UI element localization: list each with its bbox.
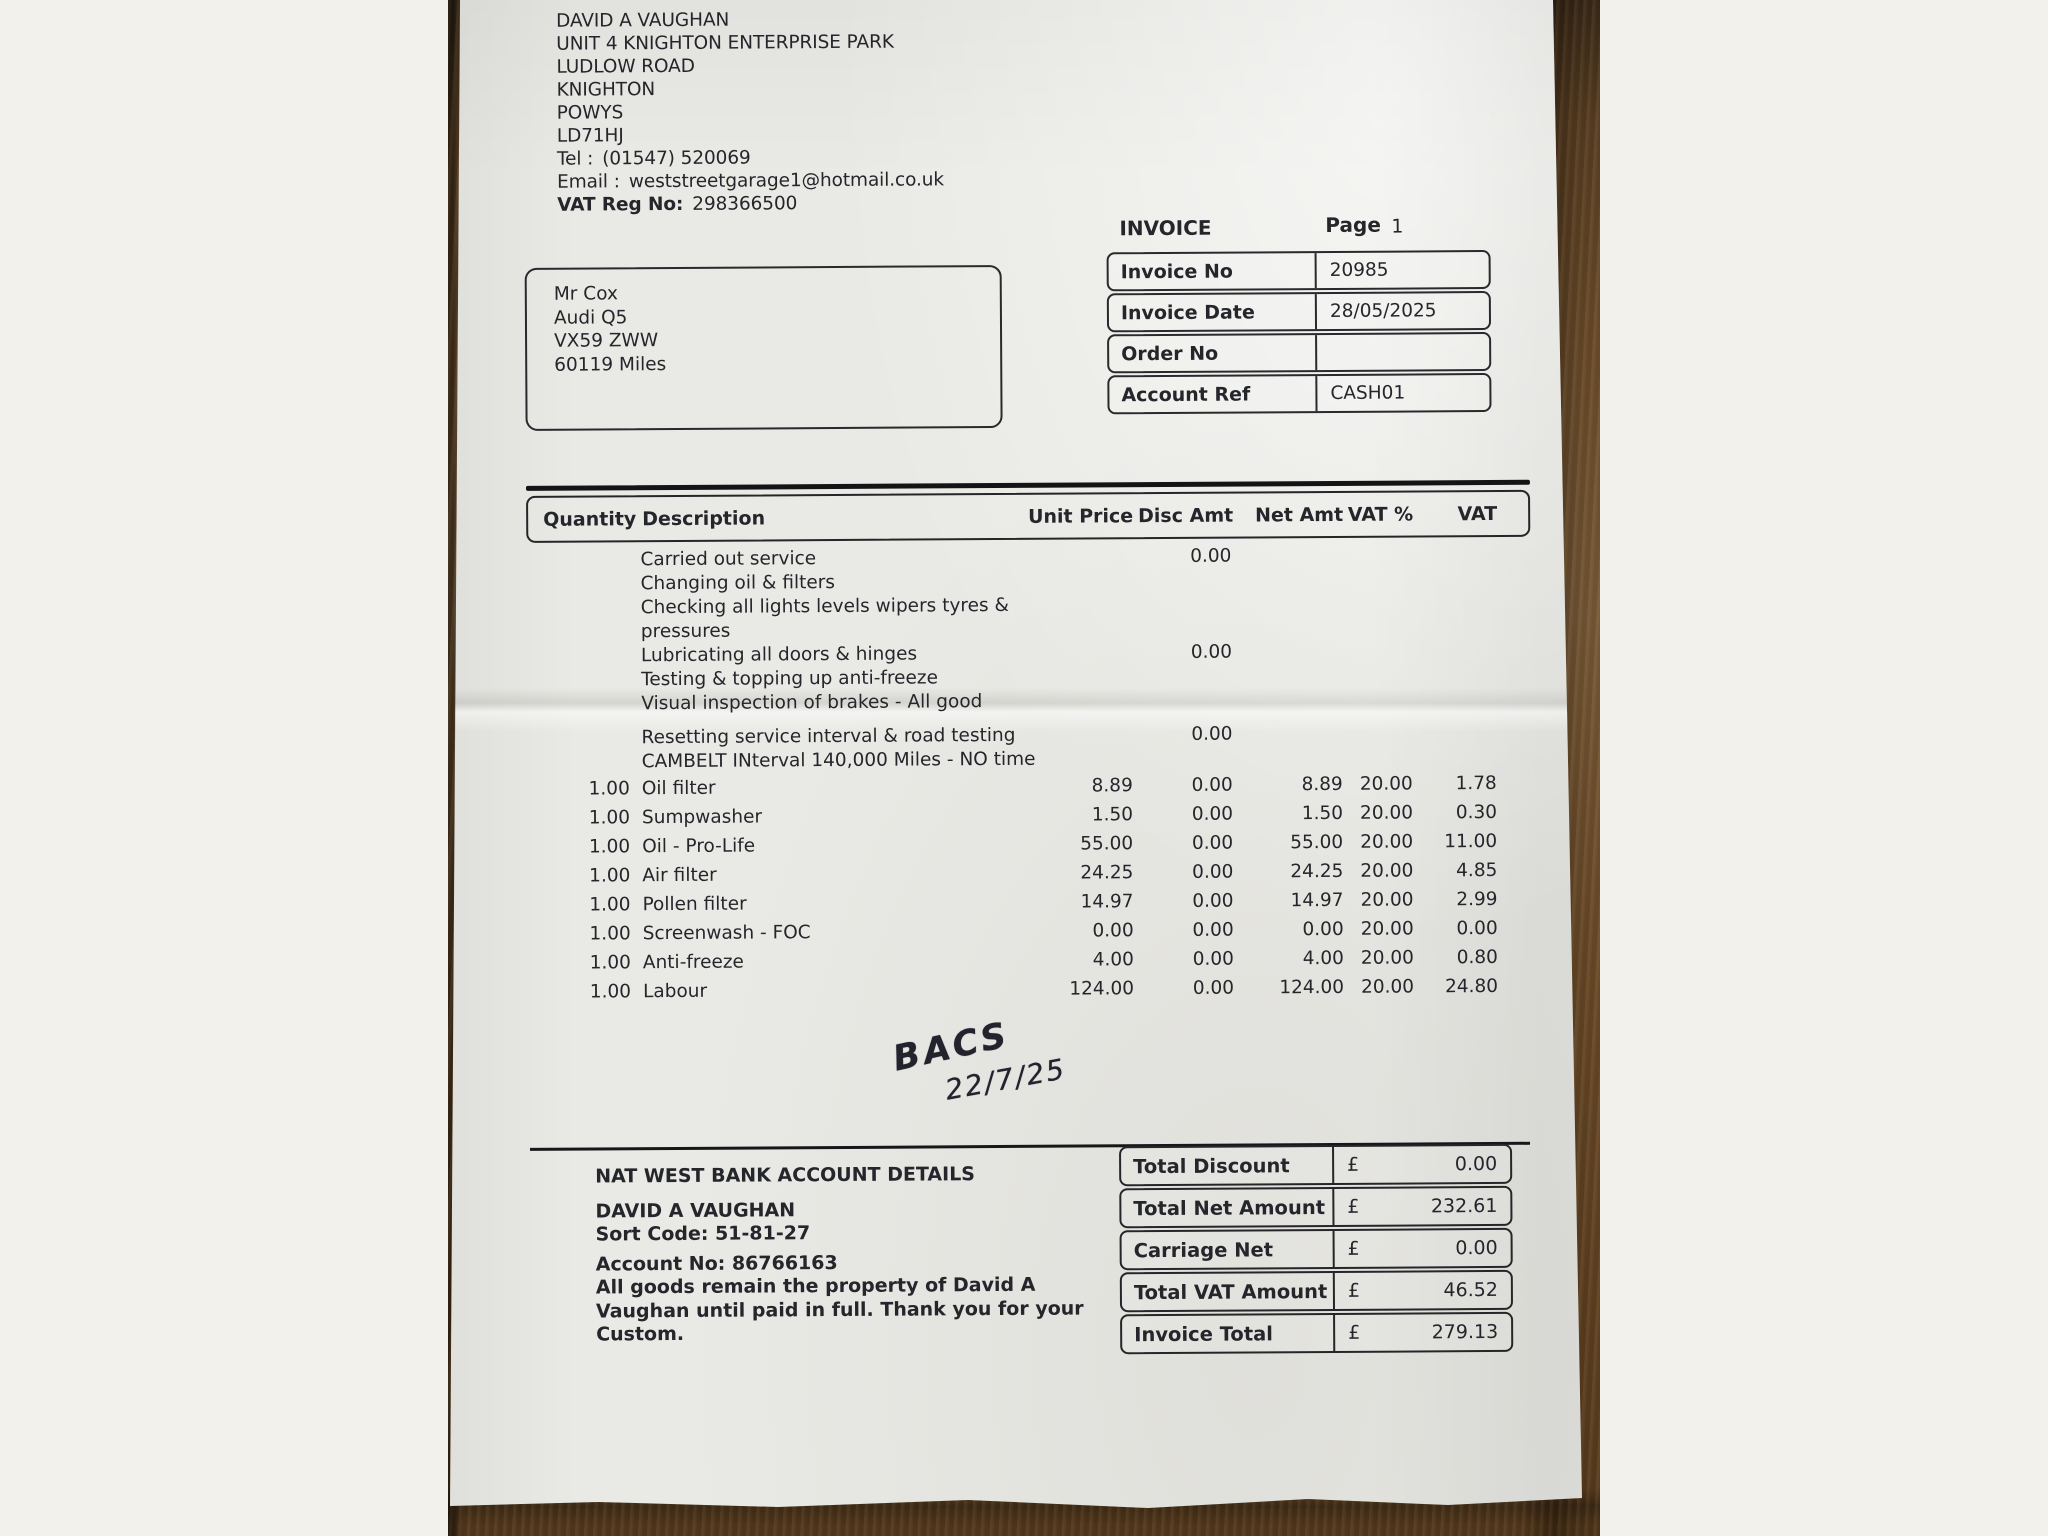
item-disc-amt: 0.00 — [1191, 803, 1234, 825]
item-unit-price — [1021, 546, 1131, 547]
address-line: KNIGHTON — [556, 79, 656, 101]
total-row — [1120, 1312, 1513, 1354]
item-disc-amt: 0.00 — [1192, 977, 1235, 999]
email-line — [557, 168, 944, 193]
bank-account-name: DAVID A VAUGHAN — [595, 1198, 796, 1222]
item-net-amt — [1232, 641, 1342, 642]
col-header-net-amt: Net Amt — [1255, 503, 1344, 526]
item-disc-amt: 0.00 — [1192, 890, 1234, 912]
item-disc-amt — [1133, 748, 1233, 749]
item-quantity: 1.00 — [589, 923, 631, 945]
item-vat-pct: 20.00 — [1360, 860, 1414, 882]
col-header-quantity: Quantity — [543, 507, 637, 531]
item-row — [529, 973, 1533, 1008]
total-value: 279.13 — [1431, 1320, 1499, 1344]
item-vat — [1412, 592, 1496, 593]
item-unit-price — [1021, 570, 1131, 571]
col-header-unit-price: Unit Price — [1027, 504, 1134, 528]
totals-table — [1119, 1144, 1513, 1356]
item-description: Visual inspection of brakes - All good — [641, 691, 983, 715]
item-vat-pct: 20.00 — [1360, 831, 1414, 853]
item-vat: 1.78 — [1455, 772, 1497, 795]
vat-reg-label: VAT Reg No: — [557, 193, 684, 216]
email-label: Email : — [557, 171, 620, 193]
item-vat-pct: 20.00 — [1360, 918, 1414, 940]
item-quantity — [527, 573, 629, 574]
meta-value: 28/05/2025 — [1315, 293, 1489, 329]
item-quantity — [527, 621, 629, 622]
meta-label: Order No — [1121, 342, 1219, 365]
item-description: Resetting service interval & road testing — [641, 724, 1016, 749]
vehicle-model: Audi Q5 — [553, 306, 628, 329]
item-disc-amt — [1132, 690, 1232, 691]
item-vat-pct: 20.00 — [1360, 889, 1414, 911]
total-value-cell — [1332, 1188, 1510, 1225]
item-description: Pollen filter — [642, 893, 747, 916]
currency-symbol: £ — [1347, 1195, 1360, 1218]
item-description: Screenwash - FOC — [642, 922, 811, 945]
item-quantity: 1.00 — [589, 981, 632, 1003]
item-unit-price: 124.00 — [1069, 978, 1135, 1000]
meta-label: Invoice No — [1120, 260, 1234, 283]
tel-label: Tel : — [556, 148, 594, 170]
item-disc-amt: 0.00 — [1192, 948, 1234, 970]
item-vat-pct: 20.00 — [1361, 976, 1415, 998]
item-disc-amt — [1132, 666, 1232, 667]
total-value: 0.00 — [1455, 1236, 1498, 1260]
item-vat — [1412, 616, 1496, 617]
item-vat — [1412, 722, 1496, 723]
item-vat-pct: 20.00 — [1360, 947, 1414, 969]
total-row — [1120, 1270, 1513, 1312]
vehicle-registration: VX59 ZWW — [554, 330, 659, 352]
item-vat-pct: 20.00 — [1359, 802, 1414, 824]
col-header-vat: VAT — [1457, 502, 1498, 525]
item-vat: 2.99 — [1456, 888, 1498, 911]
item-description: Labour — [642, 980, 708, 1003]
item-vat — [1412, 640, 1496, 641]
meta-value: CASH01 — [1315, 375, 1489, 411]
item-row — [527, 688, 1531, 718]
item-vat: 4.85 — [1456, 859, 1498, 882]
item-net-amt: 55.00 — [1290, 831, 1344, 854]
item-vat-pct: 20.00 — [1359, 773, 1413, 795]
item-description: Oil - Pro-Life — [642, 835, 756, 858]
item-description: Oil filter — [641, 777, 716, 800]
item-unit-price: 0.00 — [1092, 920, 1134, 942]
total-label: Total VAT Amount — [1133, 1279, 1328, 1304]
item-net-amt — [1233, 747, 1343, 748]
currency-symbol: £ — [1347, 1153, 1360, 1176]
item-disc-amt: 0.00 — [1191, 832, 1234, 854]
item-net-amt: 24.25 — [1290, 860, 1344, 883]
col-header-disc-amt: Disc Amt — [1138, 504, 1234, 527]
meta-row — [1107, 250, 1491, 291]
item-unit-price: 1.50 — [1091, 804, 1134, 826]
meta-row — [1107, 332, 1491, 373]
item-disc-amt: 0.00 — [1190, 641, 1233, 663]
items-table-top-rule — [526, 480, 1530, 491]
item-net-amt — [1232, 689, 1342, 690]
item-vat: 0.80 — [1456, 946, 1498, 969]
item-net-amt — [1232, 593, 1342, 594]
bank-details — [595, 1163, 1084, 1347]
item-unit-price: 8.89 — [1091, 775, 1133, 797]
item-vat — [1412, 664, 1496, 665]
company-name: DAVID A VAUGHAN — [556, 9, 730, 32]
item-unit-price — [1022, 618, 1132, 619]
meta-value: 20985 — [1315, 252, 1489, 288]
item-unit-price — [1022, 690, 1132, 691]
item-net-amt: 14.97 — [1290, 889, 1344, 912]
item-net-amt — [1231, 545, 1341, 546]
meta-label: Invoice Date — [1120, 300, 1255, 324]
item-vat: 0.30 — [1455, 801, 1498, 824]
terms-line: Custom. — [596, 1322, 685, 1346]
terms-line: All goods remain the property of David A — [595, 1273, 1036, 1299]
item-disc-amt: 0.00 — [1190, 545, 1232, 567]
total-label: Total Net Amount — [1133, 1195, 1326, 1220]
item-net-amt: 0.00 — [1302, 918, 1344, 941]
vat-reg-number: 298366500 — [692, 193, 798, 215]
item-disc-amt — [1131, 570, 1231, 571]
item-quantity — [527, 645, 629, 646]
item-unit-price: 55.00 — [1080, 833, 1134, 855]
item-quantity: 1.00 — [588, 807, 631, 829]
item-quantity: 1.00 — [589, 952, 631, 974]
item-description: Anti-freeze — [642, 951, 744, 974]
total-label: Invoice Total — [1134, 1321, 1274, 1346]
currency-symbol: £ — [1347, 1279, 1361, 1302]
customer-box — [525, 265, 1003, 431]
invoice-title: INVOICE — [1119, 215, 1212, 241]
item-net-amt: 124.00 — [1279, 976, 1345, 999]
invoice-content — [448, 0, 1600, 1536]
item-description: Testing & topping up anti-freeze — [641, 667, 939, 691]
phone-line — [557, 145, 944, 170]
item-quantity: 1.00 — [588, 778, 630, 800]
item-disc-amt: 0.00 — [1191, 774, 1233, 796]
item-description: Changing oil & filters — [640, 572, 836, 595]
handwritten-note — [886, 1015, 1207, 1140]
item-disc-amt — [1132, 594, 1232, 595]
vat-reg-line — [557, 191, 944, 216]
item-vat — [1411, 568, 1495, 569]
item-description: Air filter — [642, 864, 717, 887]
item-unit-price — [1022, 594, 1132, 595]
item-vat: 0.00 — [1456, 917, 1498, 940]
currency-symbol: £ — [1348, 1321, 1361, 1344]
address-line: LUDLOW ROAD — [556, 55, 695, 78]
wood-table — [448, 0, 1600, 1536]
meta-row — [1107, 291, 1491, 332]
bank-sort-code: Sort Code: 51-81-27 — [595, 1222, 811, 1246]
item-quantity — [527, 597, 629, 598]
item-unit-price: 14.97 — [1080, 891, 1134, 913]
item-unit-price — [1023, 748, 1133, 749]
item-disc-amt: 0.00 — [1191, 723, 1233, 745]
total-label: Total Discount — [1133, 1153, 1290, 1178]
currency-symbol: £ — [1347, 1237, 1360, 1260]
total-value: 232.61 — [1430, 1194, 1498, 1218]
item-disc-amt: 0.00 — [1192, 919, 1234, 941]
item-vat: 11.00 — [1444, 830, 1498, 853]
total-value-cell — [1332, 1146, 1510, 1183]
item-net-amt — [1232, 723, 1342, 724]
item-quantity — [526, 549, 628, 550]
item-description: CAMBELT INterval 140,000 Miles - NO time — [641, 748, 1036, 773]
address-line: POWYS — [556, 102, 624, 124]
item-quantity — [527, 727, 629, 728]
meta-value — [1315, 334, 1489, 370]
total-value-cell — [1333, 1314, 1511, 1351]
item-unit-price — [1022, 666, 1132, 667]
item-quantity: 1.00 — [588, 836, 631, 858]
page-label: Page — [1325, 212, 1381, 238]
item-net-amt: 4.00 — [1302, 947, 1344, 970]
item-description: Lubricating all doors & hinges — [640, 643, 918, 667]
item-unit-price — [1022, 642, 1132, 643]
customer-name: Mr Cox — [553, 283, 618, 305]
total-value-cell — [1333, 1272, 1511, 1309]
item-net-amt — [1232, 617, 1342, 618]
item-quantity — [527, 693, 629, 694]
meta-row — [1107, 373, 1491, 414]
tel-number: (01547) 520069 — [602, 147, 751, 170]
item-vat — [1412, 688, 1496, 689]
total-row — [1119, 1186, 1512, 1228]
customer-details — [527, 267, 1001, 377]
email-address: weststreetgarage1@hotmail.co.uk — [628, 169, 945, 193]
item-unit-price — [1022, 724, 1132, 725]
address-line: LD71HJ — [556, 125, 624, 147]
item-net-amt — [1232, 665, 1342, 666]
item-vat — [1413, 746, 1497, 747]
items-rows — [526, 544, 1533, 1008]
item-disc-amt: 0.00 — [1192, 861, 1234, 883]
item-quantity — [528, 751, 630, 752]
bank-details-title: NAT WEST BANK ACCOUNT DETAILS — [595, 1163, 976, 1188]
item-description: pressures — [640, 620, 731, 643]
item-net-amt: 1.50 — [1301, 802, 1344, 825]
item-vat: 24.80 — [1445, 975, 1499, 998]
col-header-vat-pct: VAT % — [1347, 502, 1414, 526]
item-quantity — [527, 669, 629, 670]
total-label: Carriage Net — [1133, 1237, 1274, 1262]
item-net-amt: 8.89 — [1301, 773, 1343, 796]
total-value: 46.52 — [1443, 1278, 1498, 1302]
col-header-description: Description — [642, 506, 766, 530]
item-description: Sumpwasher — [641, 806, 763, 829]
item-disc-amt — [1132, 618, 1232, 619]
handwritten-payment-date: 22/7/25 — [942, 1052, 1069, 1107]
items-table-header — [526, 490, 1530, 543]
terms-line: Vaughan until paid in full. Thank you for your — [595, 1297, 1084, 1322]
total-row — [1119, 1144, 1512, 1186]
company-address — [556, 7, 944, 216]
item-quantity: 1.00 — [589, 865, 631, 887]
address-line: UNIT 4 KNIGHTON ENTERPRISE PARK — [556, 31, 894, 55]
item-unit-price: 4.00 — [1092, 949, 1134, 971]
item-description: Carried out service — [640, 548, 817, 571]
handwritten-payment-method: BACS — [889, 1015, 1014, 1080]
item-vat — [1411, 544, 1495, 545]
page-number: 1 — [1391, 215, 1404, 238]
bank-account-number: Account No: 86766163 — [595, 1251, 838, 1275]
item-quantity: 1.00 — [589, 894, 631, 916]
item-unit-price: 24.25 — [1080, 862, 1134, 884]
total-value: 0.00 — [1454, 1152, 1498, 1176]
vehicle-mileage: 60119 Miles — [554, 353, 667, 376]
meta-label: Account Ref — [1121, 382, 1251, 406]
item-description: Checking all lights levels wipers tyres & — [640, 594, 1009, 619]
total-row — [1120, 1228, 1513, 1270]
total-value-cell — [1333, 1230, 1511, 1267]
item-net-amt — [1231, 569, 1341, 570]
invoice-meta-table — [1107, 250, 1492, 416]
